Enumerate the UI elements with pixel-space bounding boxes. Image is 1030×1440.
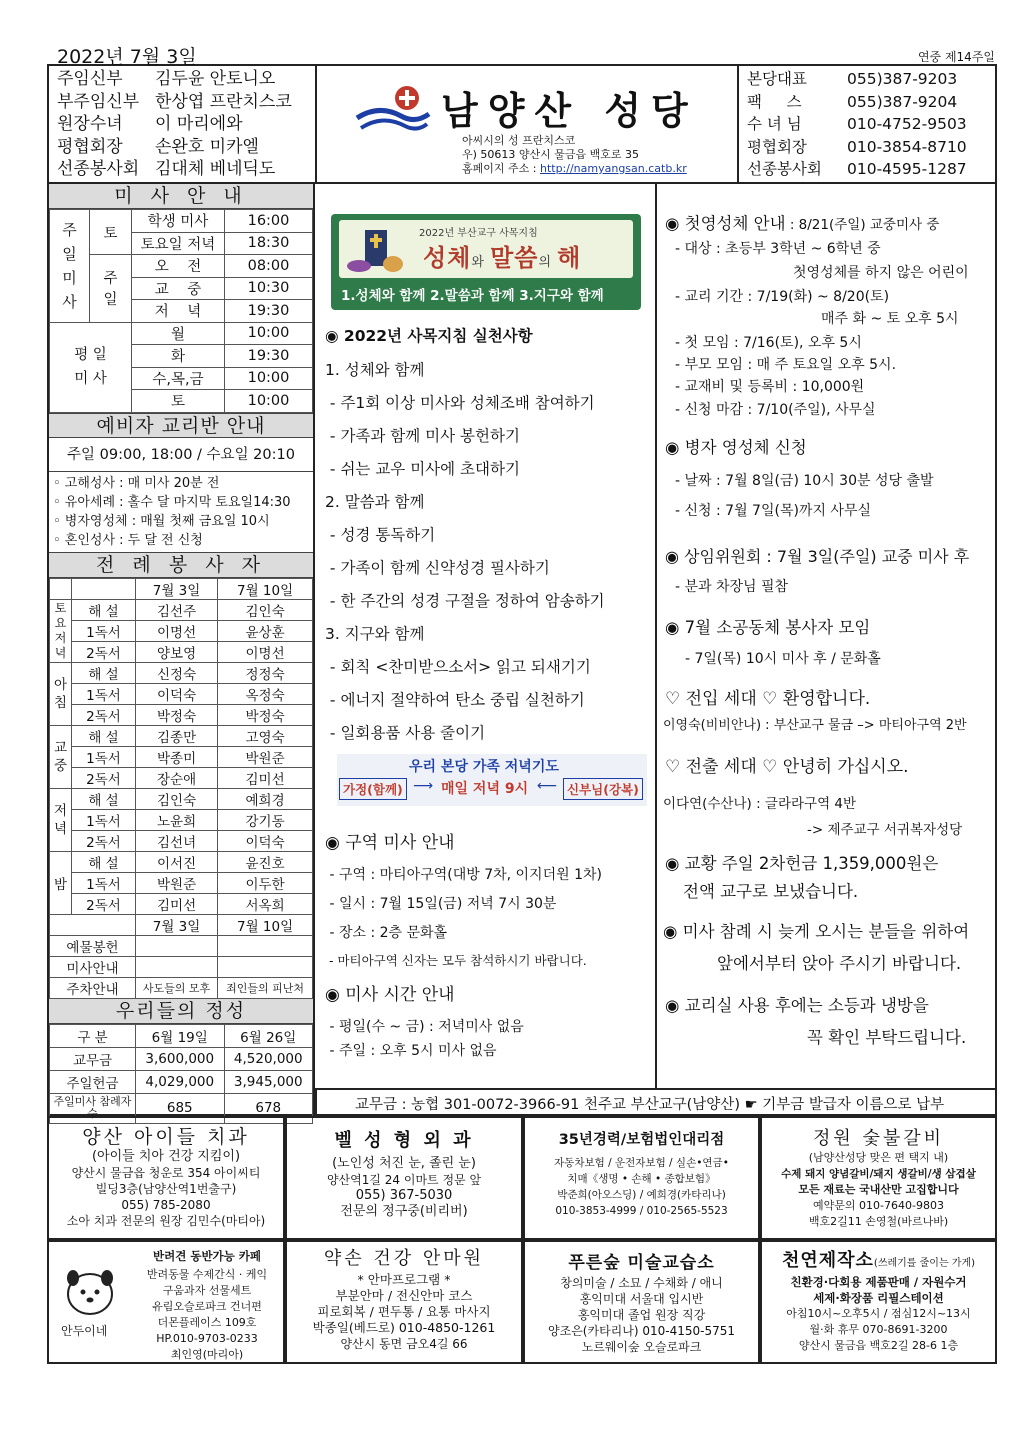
prayer-left: 가정(함께) xyxy=(339,778,407,800)
banner-title: 2022년 부산교구 사목지침 xyxy=(419,228,538,239)
ad-pet-cafe: 안두이네 반려견 동반가능 카페 반려동물 수제간식 · 케익 구움과자 선물세트 유림오슬로파크 건너편 더몬플레이스 109호 HP.010-9703-0233 최인영(마리아) xyxy=(47,1240,285,1364)
ad-plastic-surgery: 벨 성 형 외 과 (노인성 처진 눈, 졸린 눈) 양산역1길 24 이마트 정문 앞 055) 367-5030 전문의 정구중(비리버) xyxy=(285,1116,523,1240)
late-arrival-notice: ◉ 미사 참례 시 늦게 오시는 분들을 위하여 xyxy=(663,922,970,941)
banner-subtitle: 1.성체와 함께 2.말씀과 함께 3.지구와 함께 xyxy=(341,288,604,304)
catechumen-schedule: 주일 09:00, 18:00 / 수요일 20:10 xyxy=(49,438,313,472)
ad-dental: 양산 아이들 치과 (아이들 치아 건강 지킴이) 양산시 물금읍 청운로 354 아이씨티 빌딩3층(남양산역1번출구) 055) 785-2080 소아 치과 전문의 원장 김민수(마티아) xyxy=(47,1116,285,1240)
chalice-bread-icon xyxy=(345,226,405,274)
move-in-title: ♡ 전입 세대 ♡ 환영합니다. xyxy=(665,689,871,709)
council-title: ◉ 상임위원회 : 7월 3일(주일) 교중 미사 후 xyxy=(665,547,970,566)
contact-row: 팩 스 055)387-9204 xyxy=(747,92,958,111)
church-address: 우) 50613 양산시 물금읍 백호로 35 xyxy=(462,148,640,161)
mass-time-title: ◉ 미사 시간 안내 xyxy=(325,985,455,1005)
staff-list xyxy=(49,66,317,182)
homepage-label: 홈페이지 주소 : xyxy=(462,162,537,175)
sun-label: 주 일 xyxy=(90,255,132,323)
sacrament-notes: ◦ 고해성사 : 매 미사 20분 전 ◦ 유아세례 : 홀수 달 마지막 토요일14:30 ◦ 병자영성체 : 매월 첫째 금요일 10시 ◦ 혼인성사 : 두 달 전 신청 xyxy=(49,472,313,553)
sick-communion-title: ◉ 병자 영성체 신청 xyxy=(665,438,807,457)
staff-row: 원장수녀 이 마리에와 xyxy=(57,114,243,134)
ad-massage: 약손 건강 안마원 * 안마프로그램 * 부분안마 / 전신안마 코스 피로회복 / 편두통 / 요통 마사지 박종일(베드로) 010-4850-1261 양산시 동면 금오4길 66 xyxy=(285,1240,523,1364)
bulletin-date: 2022년 7월 3일 xyxy=(57,46,197,68)
donation-account: 교무금 : 농협 301-0072-3966-91 천주교 부산교구(남양산) ☛ 기부금 발급자 이름으로 납부 xyxy=(315,1090,997,1116)
move-out-title: ♡ 전출 세대 ♡ 안녕히 가십시오. xyxy=(665,757,909,777)
church-info xyxy=(462,134,687,176)
classroom-notice: ◉ 교리실 사용 후에는 소등과 냉방을 xyxy=(665,996,929,1015)
church-logo-icon xyxy=(355,84,431,138)
district-mass-title: ◉ 구역 미사 안내 xyxy=(325,833,455,853)
prayer-center: 매일 저녁 9시 xyxy=(441,781,529,797)
contact-row: 수 녀 님 010-4752-9503 xyxy=(747,115,967,133)
weekday-mass-label: 평 일 미 사 xyxy=(50,322,132,412)
mass-title: 미 사 안 내 xyxy=(49,184,313,209)
right-column: ◉ 첫영성체 안내 : 8/21(주일) 교중미사 중 - 대상 : 초등부 3학년 ~ 6학년 중 첫영성체를 하지 않은 어린이 - 교리 기간 : 7/19(화) ~ 8/20(토) 매주 화 ~ 토 오후 5시 - 첫 모임 : 7/16(토), 오후 5시 - 부모 모임 : 매 주 토요일 오후 5시. - 교재비 및 등록비 : 10,000원 - 신청 마감 : 7/10(주일), 사무실 ◉ 병자 영성체 신청 - 날짜 : 7월 8일(금) 10시 30분 성당 출발 - 신청 : 7월 7일(목)까지 사무실 ◉ 상임위원회 : 7월 3일(주일) 교중 미사 후 - 분과 차장님 필참 ◉ 7월 소공동체 봉사자 모임 - 7일(목) 10시 미사 후 / 문화홀 ♡ 전입 세대 ♡ 환영합니다. 이영숙(비비안나) : 부산교구 물금 –> 마티아구역 2반 ♡ 전출 세대 ♡ 안녕히 가십시오. 이다연(수산나) : 글라라구역 4반 -> 제주교구 서귀복자성당 ◉ 교황 주일 2차헌금 1,359,000원은 전액 교구로 보냈습니다. ◉ 미사 참례 시 늦게 오시는 분들을 위하여 앞에서부터 앉아 주시기 바랍니다. ◉ 교리실 사용 후에는 소등과 냉방을 꼭 확인 부탁드립니다. xyxy=(655,184,997,1090)
staff-row: 평협회장 손완호 미카엘 xyxy=(57,136,259,157)
contact-row: 본당대표 055)387-9203 xyxy=(747,70,958,88)
offering-table: 구 분 6월 19일 6월 26일 교무금 3,600,000 4,520,000 주일헌금 4,029,000 3,945,000 주일미사 참례자수 685 678 xyxy=(49,1024,313,1124)
ad-art-school: 푸른숲 미술교습소 창의미술 / 소묘 / 수채화 / 애니 홍익미대 서울대 입시반 홍익미대 졸업 원장 직강 양조은(카타리나) 010-4150-5751 노르웨이숲 오슬로파크 xyxy=(523,1240,760,1364)
pastoral-banner xyxy=(331,214,641,310)
ad-insurance: 35년경력/보험법인대리점 자동차보험 / 운전자보험 / 실손•연금• 치매《생명 • 손해 • 종합보험》 박준희(아오스딩) / 예희경(카타리나) 010-3853-4999 / 010-2565-5523 xyxy=(523,1116,760,1240)
left-column xyxy=(47,184,315,1120)
staff-row: 부주임신부 한상엽 프란치스코 xyxy=(57,91,292,112)
pope-sunday-notice: ◉ 교황 주일 2차헌금 1,359,000원은 xyxy=(665,854,939,873)
church-name: 남양산 성당 xyxy=(441,89,698,133)
mass-table: 주 일 미 사 토 학생 미사 16:00 토요일 저녁 18:30 주 일 오 전 08:00 교 중 10:30 저 녁 19:30 평 일 미 사 월 10:00 화 19:30 수,목,금 10:00 토 10:00 xyxy=(49,209,313,413)
first-communion-title: ◉ 첫영성체 안내 : 8/21(주일) 교중미사 중 xyxy=(665,214,940,233)
group-label: 토 요 저 녁 xyxy=(50,599,72,662)
church-logo-area xyxy=(317,66,737,182)
arrow-right-icon: ⟶ xyxy=(413,778,434,794)
servers-table: 7월 3일 7월 10일 토 요 저 녁 해 설 김선주 김인숙 1독서 이명선 윤상훈 2독서 양보영 이명선 아 침 해 설 신정숙 정정숙 1독서 이덕숙 옥정숙 2독서 박정숙 박정숙 교 중 해 설 김종만 고영숙 1독서 박종미 박원준 2독서 장순애 김미선 저 녁 해 설 김인숙 예희경 1독서 노윤희 강기동 2독서 김선녀 이덕숙 밤 해 설 이서진 윤진호 1독서 박원준 이두한 2독서 김미선 서옥희 7월 3일 7월 10일 예물봉헌 미사안내 주차안내 사도들의 모후 죄인들의 피난처 xyxy=(49,578,313,999)
banner-main-text: 성체와 말씀의 해 xyxy=(423,244,582,272)
cafe-logo-text: 안두이네 xyxy=(61,1324,108,1338)
homepage-link[interactable]: http://namyangsan.catb.kr xyxy=(539,162,687,175)
group-label: 저 녁 xyxy=(50,788,72,851)
masthead xyxy=(47,66,997,184)
group-label: 아 침 xyxy=(50,662,72,725)
patron-saint: 아씨시의 성 프란치스코 xyxy=(462,134,576,147)
offering-title: 우리들의 정성 xyxy=(49,999,313,1024)
staff-row: 선종봉사회 김대체 베네딕도 xyxy=(57,159,276,179)
middle-column: 2022년 부산교구 사목지침 성체와 말씀의 해 1.성체와 함께 2.말씀과 함께 3.지구와 함께 ◉ 2022년 사목지침 실천사항 1. 성체와 함께 - 주1회 이상 미사와 성체조배 참여하기 - 가족과 함께 미사 봉헌하기 - 쉬는 교우 미사에 초대하기 2. 말씀과 함께 - 성경 통독하기 - 가족이 함께 신약성경 필사하기 - 한 주간의 성경 구절을 정하여 암송하기 3. 지구와 함께 - 회칙 <찬미받으소서> 읽고 되새기기 - 에너지 절약하여 탄소 중립 실천하기 - 일회용품 사용 줄이기 우리 본당 가족 저녁기도 가정(함께) ⟶ 매일 저녁 9시 ⟵ 신부님(강복) ◉ 구역 미사 안내 - 구역 : 마티아구역(대방 7차, 이지더원 1차) - 일시 : 7월 15일(금) 저녁 7시 30분 - 장소 : 2층 문화홀 - 마티아구역 신자는 모두 참석하시기 바랍니다. ◉ 미사 시간 안내 - 평일(수 ~ 금) : 저녁미사 없음 - 주일 : 오후 5시 미사 없음 xyxy=(315,184,655,1090)
top-line xyxy=(47,40,997,66)
arrow-left-icon: ⟵ xyxy=(537,778,558,794)
ad-eco-shop: 천연제작소(쓰레기를 줄이는 가게) 친환경·다회용 제품판매 / 자원수거 세제·화장품 리필스테이션 아침10시~오후5시 / 점심12시~13시 월·화 휴무 070-8691-3200 양산시 물금읍 백호2길 28-6 1층 xyxy=(760,1240,997,1364)
evening-prayer-box xyxy=(337,754,647,806)
sunday-mass-label: 주 일 미 사 xyxy=(50,210,90,323)
contact-row: 선종봉사회 010-4595-1287 xyxy=(747,160,967,178)
group-label: 밤 xyxy=(50,851,72,914)
dog-icon xyxy=(63,1264,117,1318)
servers-title: 전 례 봉 사 자 xyxy=(49,553,313,578)
contact-list xyxy=(737,66,997,182)
contact-row: 평협회장 010-3854-8710 xyxy=(747,137,967,156)
small-community-title: ◉ 7월 소공동체 봉사자 모임 xyxy=(665,618,871,637)
prayer-right: 신부님(강복) xyxy=(563,778,643,800)
sat-label: 토 xyxy=(90,210,132,255)
guideline-title: ◉ 2022년 사목지침 실천사항 xyxy=(325,327,533,345)
prayer-title: 우리 본당 가족 저녁기도 xyxy=(409,759,559,775)
ad-galbi: 정원 숯불갈비 (남양산성당 맞은 편 택지 내) 수제 돼지 양념갈비/돼지 생갈비/생 삼겹살 모든 재료는 국내산만 고집합니다 예약문의 010-7640-9803 백호2길11 손영철(바르나바) xyxy=(760,1116,997,1240)
group-label: 교 중 xyxy=(50,725,72,788)
staff-row: 주임신부 김두윤 안토니오 xyxy=(57,69,276,89)
catechumen-title: 예비자 교리반 안내 xyxy=(49,413,313,438)
liturgical-week: 연중 제14주일 xyxy=(917,50,995,64)
